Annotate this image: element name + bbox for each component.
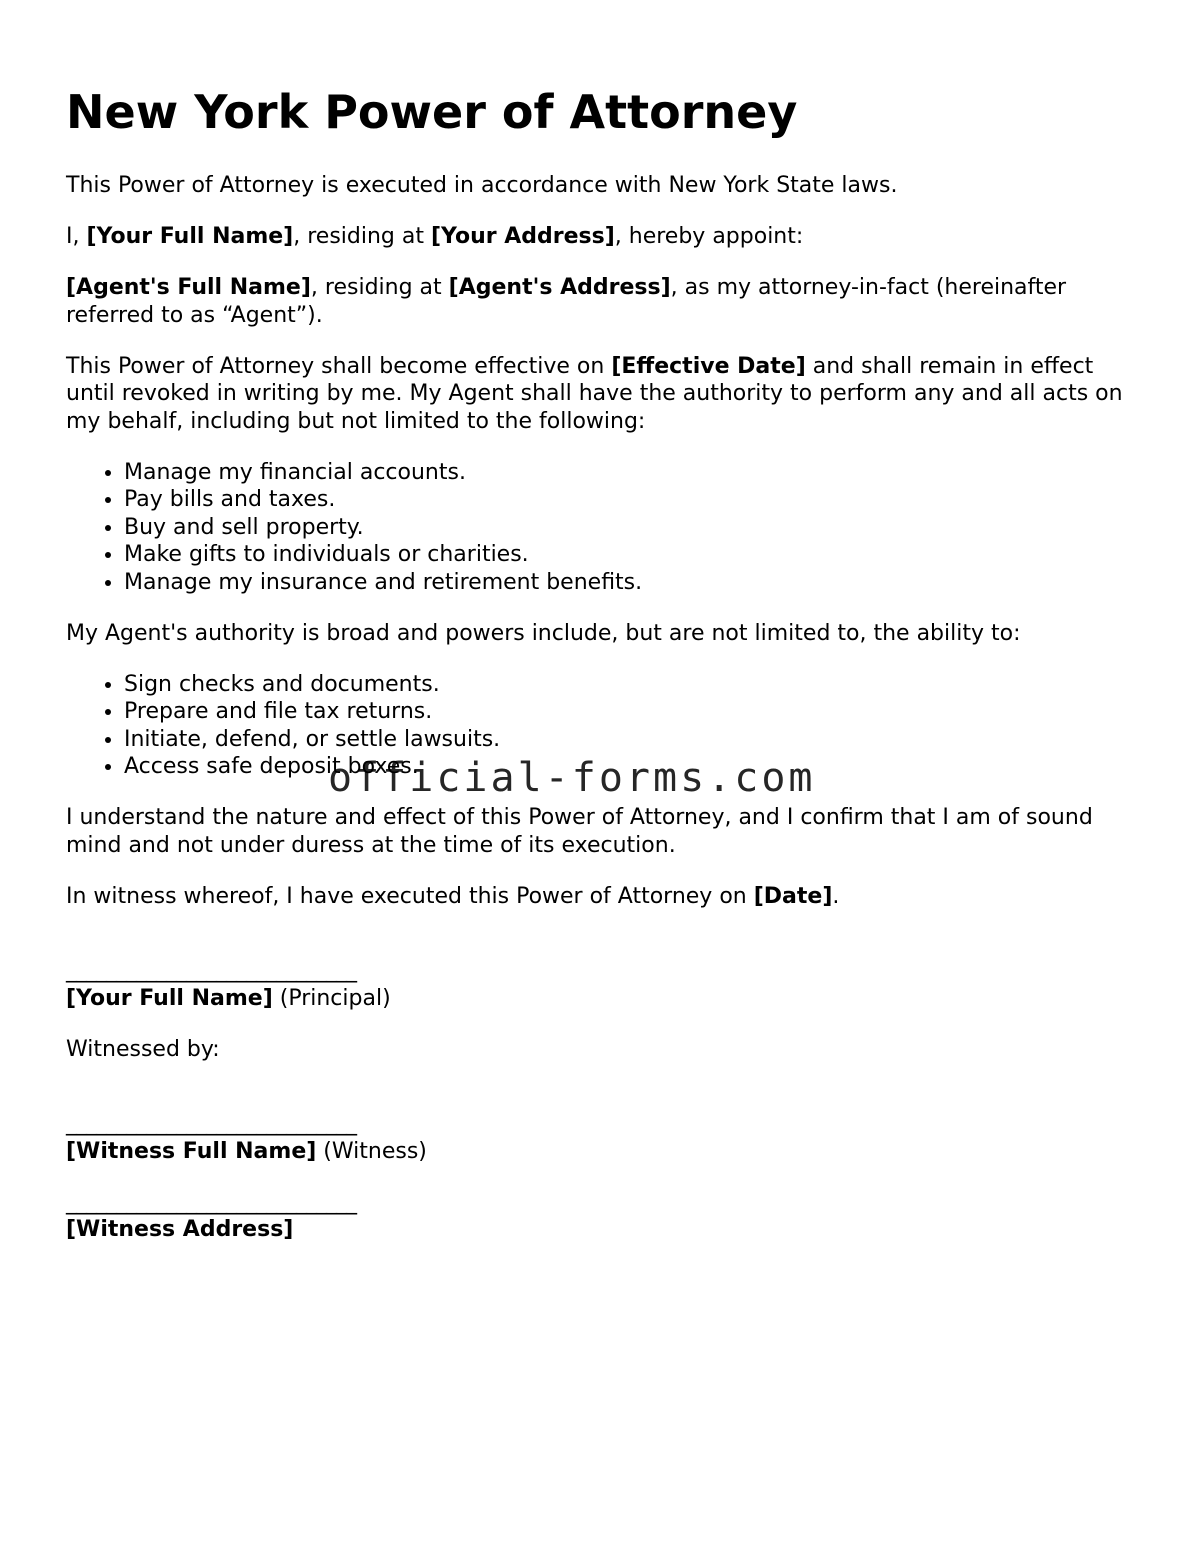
intro-paragraph: This Power of Attorney is executed in accordance with New York State laws. bbox=[66, 173, 898, 198]
agent-name-placeholder: [Agent's Full Name] bbox=[66, 275, 311, 300]
effective-paragraph bbox=[66, 353, 1136, 436]
spacer bbox=[66, 934, 1136, 958]
powers-list bbox=[66, 459, 1136, 597]
principal-role: (Principal) bbox=[272, 985, 391, 1011]
witness-clause bbox=[66, 883, 1136, 911]
witness-signature-line: _____________________________ bbox=[66, 1111, 356, 1136]
list-item: • Buy and sell property. bbox=[124, 514, 1136, 542]
appointment-suffix: , hereby appoint: bbox=[614, 224, 804, 249]
date-placeholder: [Date] bbox=[753, 883, 833, 909]
witness-address-label bbox=[66, 1216, 1136, 1244]
principal-signature-line: _____________________________ bbox=[66, 958, 356, 983]
list-item: • Pay bills and taxes. bbox=[124, 486, 1136, 514]
witness-clause-prefix: In witness whereof, I have executed this Power of Attorney on bbox=[66, 883, 754, 909]
understanding-paragraph: I understand the nature and effect of this Power of Attorney, and I confirm that I am of sound mind and not under duress at the time of its execution. bbox=[66, 805, 1093, 858]
principal-signature-label bbox=[66, 985, 1136, 1013]
list-item: • Make gifts to individuals or charities. bbox=[124, 541, 1136, 569]
witnessed-by-label: Witnessed by: bbox=[66, 1036, 220, 1062]
appointment-paragraph bbox=[66, 223, 1136, 251]
agent-suffix: , as my attorney-in-fact (hereinafter referred to as “Agent”). bbox=[66, 275, 1067, 328]
effective-suffix: and shall remain in effect until revoked in writing by me. My Agent shall have the authority to perform any and all acts on my behalf, including but not limited to the following: bbox=[66, 353, 1123, 434]
principal-address-placeholder: [Your Address] bbox=[430, 224, 615, 249]
list-item: • Manage my insurance and retirement benefits. bbox=[124, 569, 1136, 597]
spacer bbox=[66, 1087, 1136, 1111]
list-item: • Prepare and file tax returns. bbox=[124, 698, 1136, 726]
list-item: • Initiate, defend, or settle lawsuits. bbox=[124, 726, 1136, 754]
appointment-residing: , residing at bbox=[293, 224, 431, 249]
witness-address-line: _____________________________ bbox=[66, 1189, 356, 1215]
principal-signature-name: [Your Full Name] bbox=[66, 985, 273, 1011]
watermark: official-forms.com bbox=[328, 755, 816, 801]
principal-name-placeholder: [Your Full Name] bbox=[86, 224, 294, 249]
effective-prefix: This Power of Attorney shall become effective on bbox=[66, 353, 612, 379]
witness-address-placeholder: [Witness Address] bbox=[66, 1217, 294, 1242]
page-title: New York Power of Attorney bbox=[66, 85, 798, 139]
witness-name-placeholder: [Witness Full Name] bbox=[66, 1138, 317, 1164]
agent-residing: , residing at bbox=[310, 275, 449, 300]
agent-address-placeholder: [Agent's Address] bbox=[448, 275, 671, 300]
agent-paragraph bbox=[66, 274, 1136, 329]
effective-date-placeholder: [Effective Date] bbox=[611, 353, 806, 379]
appointment-prefix: I, bbox=[66, 224, 87, 249]
list-item: • Sign checks and documents. bbox=[124, 671, 1136, 699]
witness-role: (Witness) bbox=[316, 1138, 427, 1164]
witness-signature-label bbox=[66, 1138, 1136, 1166]
list-item: • Access safe deposit boxes. bbox=[124, 753, 1136, 781]
document-body bbox=[66, 172, 1136, 1267]
authority-paragraph: My Agent's authority is broad and powers include, but are not limited to, the ability to: bbox=[66, 620, 1021, 646]
list-item: • Manage my financial accounts. bbox=[124, 459, 1136, 487]
witness-clause-suffix: . bbox=[832, 883, 840, 909]
